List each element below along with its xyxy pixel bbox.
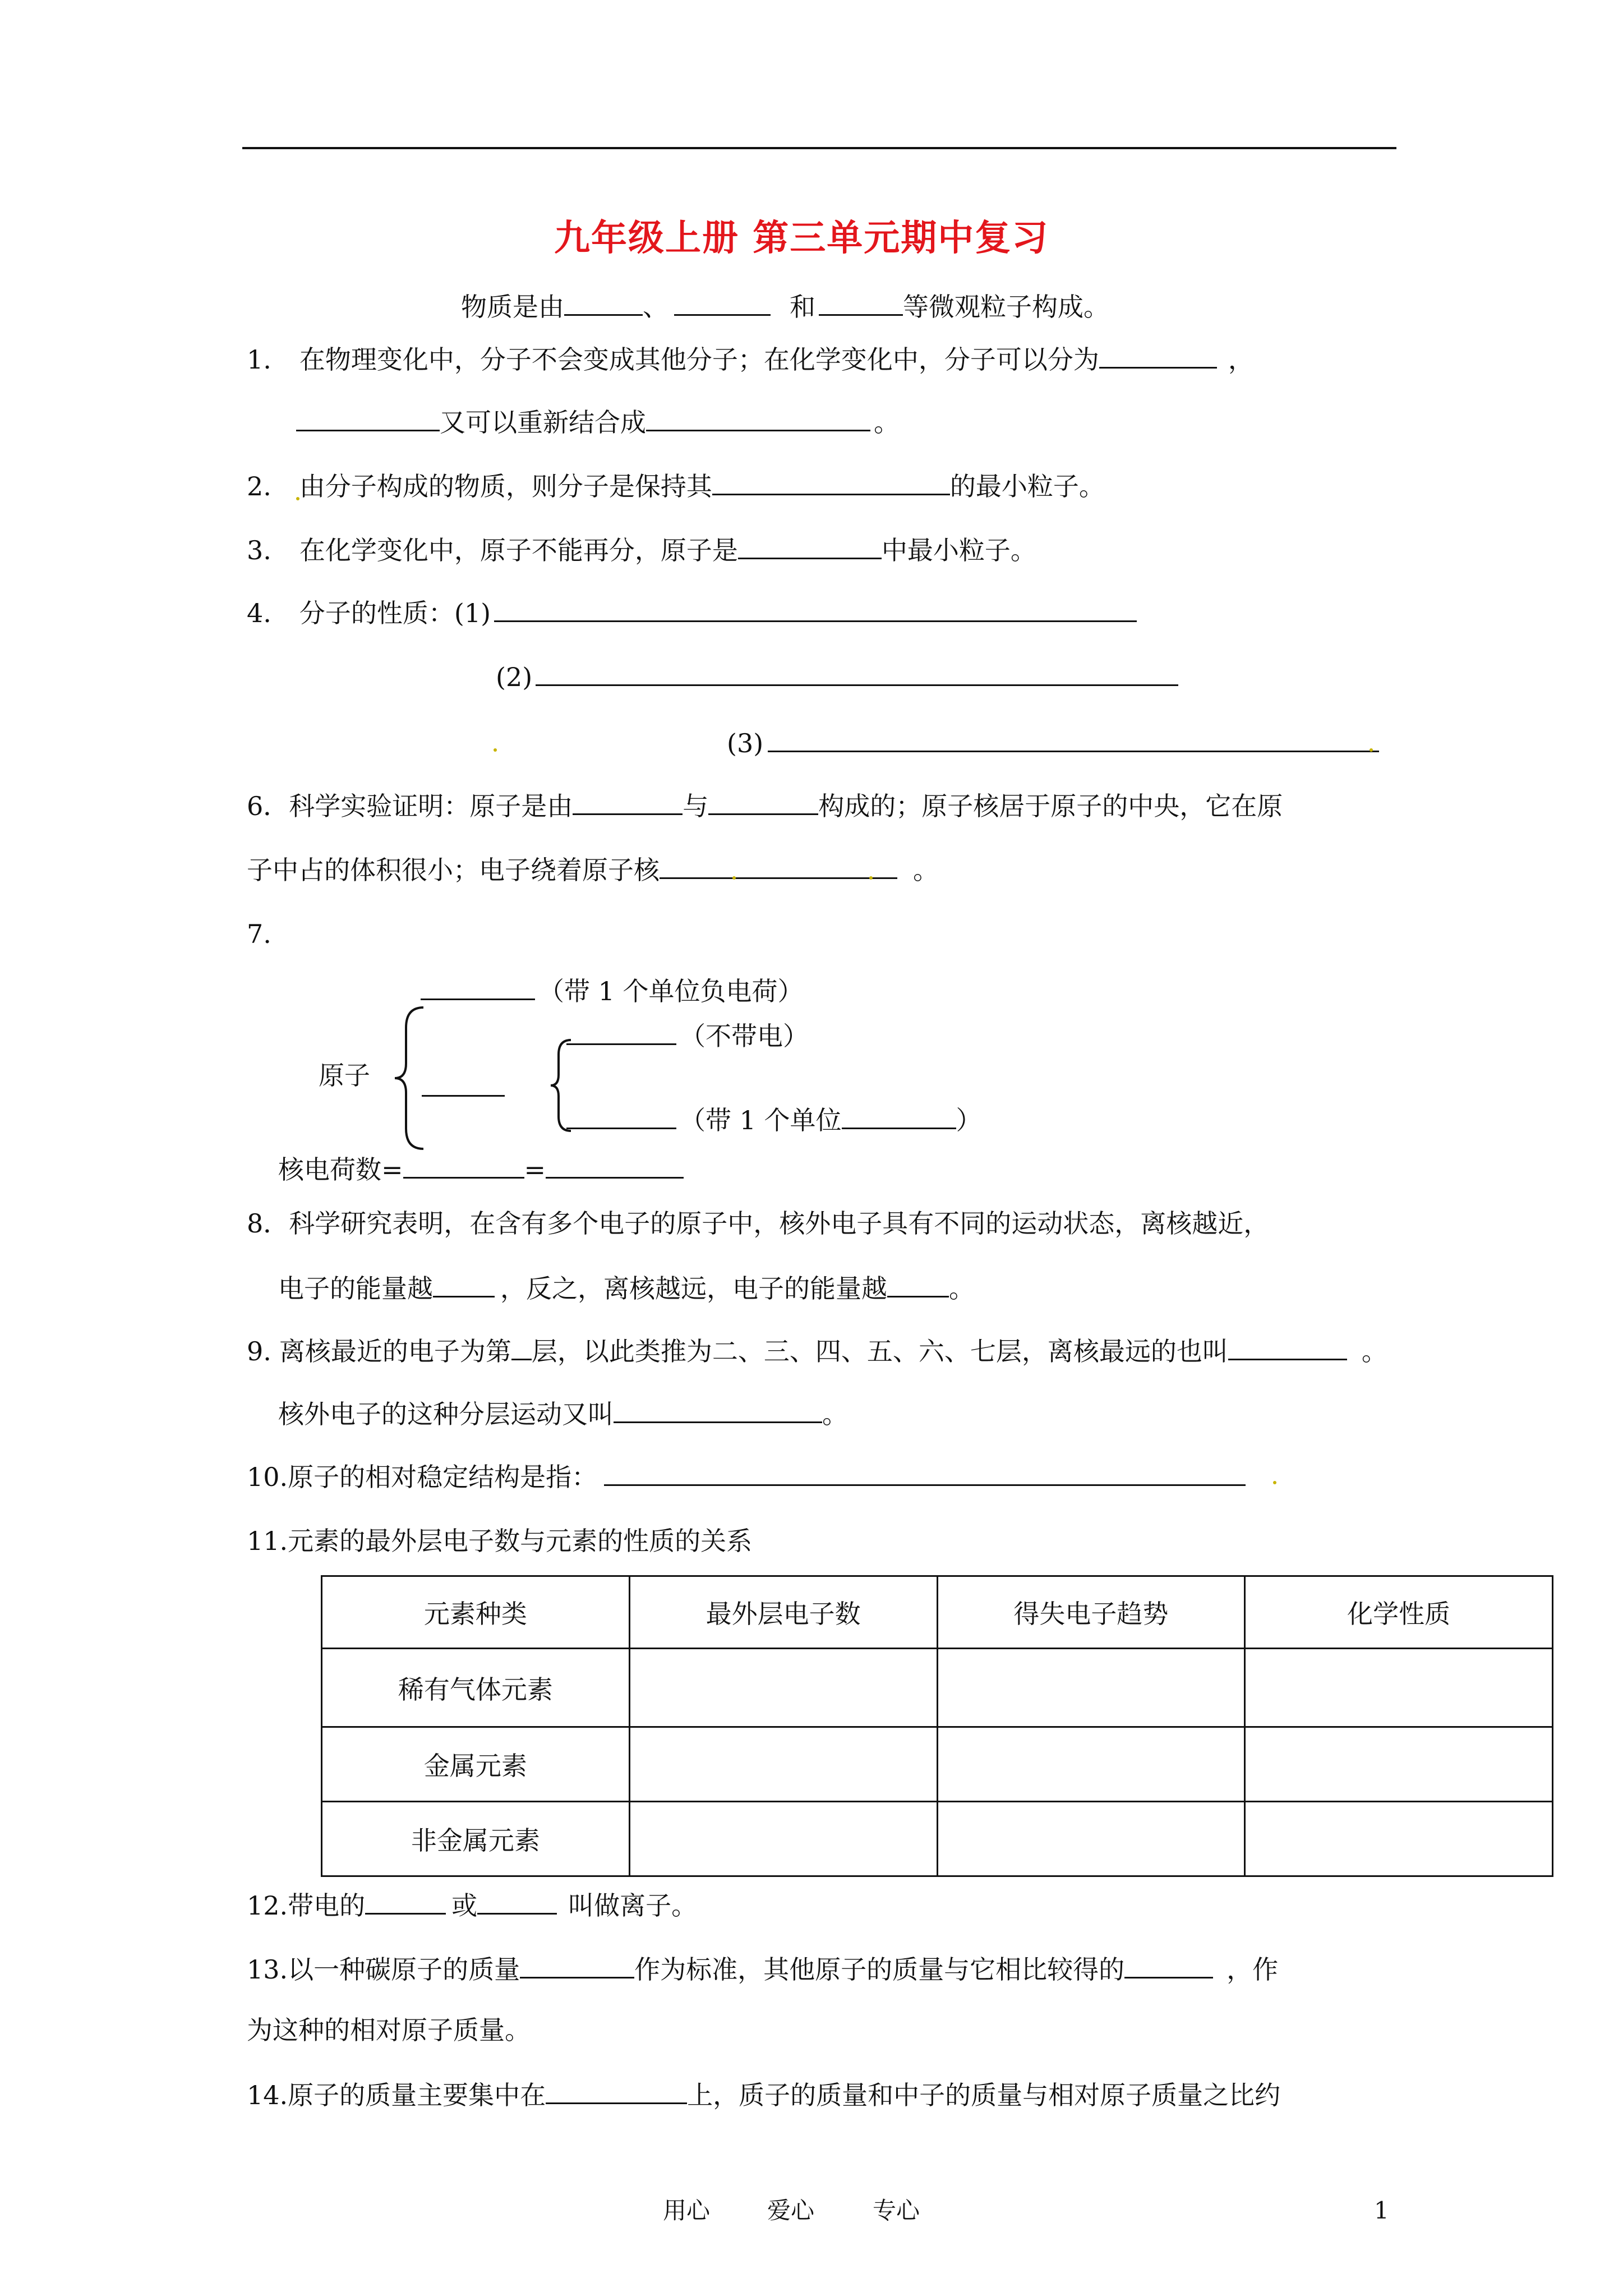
- q14-number: 14.: [247, 2080, 288, 2110]
- speck-mark: [869, 876, 873, 880]
- q7-proton-blank[interactable]: [566, 1105, 676, 1129]
- q9-blank-1[interactable]: [511, 1336, 532, 1360]
- q7-neutron-blank[interactable]: [566, 1021, 676, 1045]
- table-row: [322, 1802, 1553, 1876]
- q4-text: 分子的性质：: [299, 598, 454, 628]
- q14-text-a: 原子的质量主要集中在: [288, 2080, 546, 2110]
- q4-line-1: [247, 598, 1137, 626]
- q9-blank-3[interactable]: [614, 1399, 822, 1423]
- q4-blank-1[interactable]: [494, 598, 1137, 622]
- table-cell[interactable]: [1245, 1649, 1553, 1727]
- q4-p2: (2): [496, 662, 533, 692]
- q7-proton-line: [566, 1105, 982, 1133]
- q9-number: 9.: [247, 1336, 271, 1366]
- q11-number: 11.: [247, 1526, 288, 1556]
- table-row-label: 非金属元素: [322, 1802, 630, 1876]
- q7-electron-note: （带 1 个单位负电荷）: [538, 976, 804, 1006]
- q8-text-c: ，反之，离核越远，电子的能量越: [500, 1273, 887, 1304]
- q12-or: 或: [451, 1890, 478, 1921]
- q7-nuclear-charge-blank-1[interactable]: [403, 1154, 524, 1179]
- q6-blank-3[interactable]: [660, 855, 897, 879]
- q9-blank-2[interactable]: [1228, 1336, 1347, 1360]
- q13-text-b: 作为标准，其他原子的质量与它相比较得的: [634, 1954, 1125, 1985]
- q4-p1: (1): [454, 598, 491, 628]
- table-header-row: [322, 1576, 1553, 1649]
- q10-text: 原子的相对稳定结构是指：: [288, 1462, 598, 1492]
- q4-blank-3[interactable]: [768, 728, 1379, 752]
- q2-line: [247, 471, 1105, 499]
- speck-mark: [1370, 748, 1373, 752]
- q6-text-b: 构成的；原子核居于原子的中央，它在原: [818, 791, 1283, 821]
- q8-line-2: [278, 1273, 975, 1304]
- q9-line-1: [247, 1336, 1387, 1364]
- footer-text-1: 用心: [663, 2197, 711, 2224]
- footer-text-3: 专心: [873, 2197, 920, 2224]
- q7-nuclear-charge-label: 核电荷数=: [278, 1154, 403, 1185]
- table-cell[interactable]: [937, 1649, 1245, 1727]
- q6-text-a: 科学实验证明：原子是由: [289, 791, 573, 821]
- q12-number: 12.: [247, 1890, 288, 1921]
- q3-blank[interactable]: [738, 535, 882, 559]
- q14-line: [247, 2080, 1280, 2108]
- q6-end: 。: [913, 855, 939, 885]
- q12-blank-2[interactable]: [477, 1890, 557, 1915]
- q1-blank-3[interactable]: [646, 407, 870, 431]
- q7-proton-note-a: （带 1 个单位: [680, 1105, 842, 1135]
- q3-end: 中最小粒子。: [881, 535, 1036, 565]
- table-cell[interactable]: [1245, 1727, 1553, 1802]
- q10-line: [247, 1462, 1246, 1490]
- table-row-label: 稀有气体元素: [322, 1649, 630, 1727]
- q12-end: 叫做离子。: [568, 1890, 698, 1921]
- q2-blank[interactable]: [712, 471, 950, 495]
- element-property-table: [321, 1575, 1553, 1877]
- q6-line-2: [247, 855, 939, 883]
- table-header-cell: 元素种类: [322, 1576, 630, 1649]
- q7-electron-line: [421, 976, 804, 1004]
- intro-end: 等微观粒子构成。: [903, 292, 1109, 322]
- q13-line-2: [247, 2017, 531, 2043]
- q4-line-3: [727, 728, 1379, 756]
- table-row: [322, 1649, 1553, 1727]
- q8-blank-2[interactable]: [887, 1273, 949, 1297]
- q8-line-1: [247, 1208, 1270, 1239]
- q9-end: 。: [1361, 1336, 1387, 1366]
- q14-blank[interactable]: [546, 2080, 687, 2104]
- q3-number: 3.: [247, 535, 271, 565]
- intro-sep: 、: [643, 292, 668, 322]
- page-number: 1: [1374, 2197, 1389, 2224]
- header-rule: [242, 147, 1396, 149]
- q1-line-1: [247, 344, 1254, 375]
- intro-line: [461, 292, 1109, 320]
- q3-line: [247, 535, 1036, 563]
- q10-number: 10.: [247, 1462, 288, 1492]
- q2-text: 由分子构成的物质，则分子是保持其: [299, 471, 712, 501]
- q6-text-c: 子中占的体积很小；电子绕着原子核: [247, 855, 660, 885]
- speck-mark: [732, 876, 736, 880]
- table-cell[interactable]: [937, 1802, 1245, 1876]
- q8-text-a: 科学研究表明，在含有多个电子的原子中，核外电子具有不同的运动状态，离核越近，: [289, 1208, 1270, 1239]
- q2-number: 2.: [247, 471, 271, 501]
- speck-mark: [296, 497, 299, 500]
- intro-blank-3[interactable]: [819, 292, 903, 316]
- q1-text-b: 又可以重新结合成: [440, 407, 646, 438]
- q1-blank-2[interactable]: [296, 407, 440, 431]
- table-cell[interactable]: [1245, 1802, 1553, 1876]
- q11-text: 元素的最外层电子数与元素的性质的关系: [288, 1526, 753, 1556]
- q9-line-2: [278, 1399, 848, 1427]
- intro-blank-1[interactable]: [564, 292, 643, 316]
- q12-text: 带电的: [288, 1890, 366, 1921]
- table-header-cell: 最外层电子数: [629, 1576, 937, 1649]
- q1-end: 。: [874, 407, 900, 438]
- q12-line: [247, 1890, 698, 1921]
- q1-line-2: [296, 407, 900, 438]
- q1-text-a: 在物理变化中，分子不会变成其他分子；在化学变化中，分子可以分为: [299, 344, 1099, 375]
- speck-mark: [1273, 1481, 1276, 1484]
- q14-text-b: 上，质子的质量和中子的质量与相对原子质量之比约: [687, 2080, 1281, 2110]
- speck-mark: [494, 748, 497, 752]
- table-row-label: 金属元素: [322, 1727, 630, 1802]
- q8-blank-1[interactable]: [433, 1273, 495, 1297]
- q13-blank-1[interactable]: [520, 1954, 634, 1978]
- intro-blank-2[interactable]: [674, 292, 771, 316]
- q7-neutron-note: （不带电）: [680, 1021, 809, 1051]
- q6-blank-1[interactable]: [573, 791, 683, 815]
- q9-end2: 。: [822, 1399, 848, 1429]
- q1-comma: ，: [1228, 344, 1254, 375]
- q13-blank-2[interactable]: [1124, 1954, 1213, 1978]
- table-row: [322, 1727, 1553, 1802]
- q9-text-c: 核外电子的这种分层运动又叫: [278, 1399, 614, 1429]
- q13-text-c: ，作: [1227, 1954, 1279, 1985]
- q7-nuclear-charge-blank-2[interactable]: [546, 1154, 684, 1179]
- q13-text-a: 以一种碳原子的质量: [288, 1954, 520, 1985]
- q9-text-b: 层，以此类推为二、三、四、五、六、七层，离核最远的也叫: [531, 1336, 1228, 1366]
- table-cell[interactable]: [937, 1727, 1245, 1802]
- q7-electron-blank[interactable]: [421, 976, 535, 1000]
- q3-text: 在化学变化中，原子不能再分，原子是: [299, 535, 738, 565]
- q10-blank[interactable]: [604, 1462, 1246, 1486]
- q11-line: [247, 1528, 752, 1554]
- q6-number: 6．: [247, 791, 289, 821]
- table-cell[interactable]: [629, 1649, 937, 1727]
- q13-number: 13.: [247, 1954, 288, 1985]
- q1-blank-1[interactable]: [1099, 344, 1217, 369]
- intro-text-a: 物质是由: [461, 292, 564, 322]
- q8-end: 。: [949, 1273, 975, 1304]
- q7-nucleus-blank[interactable]: [422, 1073, 505, 1097]
- q4-p3: (3): [727, 728, 764, 758]
- q7-neutron-line: [566, 1021, 809, 1049]
- q7-proton-charge-blank[interactable]: [842, 1105, 956, 1129]
- q12-blank-1[interactable]: [365, 1890, 446, 1915]
- table-header-cell: 化学性质: [1245, 1576, 1553, 1649]
- q8-text-b: 电子的能量越: [278, 1273, 433, 1304]
- q13-line-1: [247, 1954, 1279, 1985]
- page-title: 九年级上册 第三单元期中复习: [554, 217, 1049, 259]
- q6-line-1: [247, 791, 1283, 819]
- footer-text-2: 爱心: [767, 2197, 815, 2224]
- q13-text-d: 为这种的相对原子质量。: [247, 2015, 531, 2045]
- table-cell[interactable]: [629, 1802, 937, 1876]
- q7-nuclear-charge-line: [278, 1154, 684, 1185]
- atom-brace-icon: [393, 1005, 426, 1151]
- q1-number: 1.: [247, 344, 271, 375]
- q2-end: 的最小粒子。: [949, 471, 1105, 501]
- q9-text-a: 离核最近的电子为第: [279, 1336, 511, 1366]
- table-cell[interactable]: [629, 1727, 937, 1802]
- q8-number: 8．: [247, 1208, 289, 1239]
- q7-nucleus-line: [422, 1073, 505, 1101]
- q4-number: 4.: [247, 598, 271, 628]
- table-header-cell: 得失电子趋势: [937, 1576, 1245, 1649]
- q7-atom-label: 原子: [319, 1060, 370, 1091]
- q7-eq: =: [524, 1154, 546, 1185]
- q7-number: 7.: [247, 919, 271, 949]
- q4-line-2: [496, 662, 1178, 690]
- q7-proton-note-end: ）: [956, 1105, 982, 1135]
- q6-with: 与: [683, 791, 709, 821]
- q6-blank-2[interactable]: [708, 791, 818, 815]
- q4-blank-2[interactable]: [536, 662, 1178, 686]
- intro-and: 和: [790, 292, 815, 322]
